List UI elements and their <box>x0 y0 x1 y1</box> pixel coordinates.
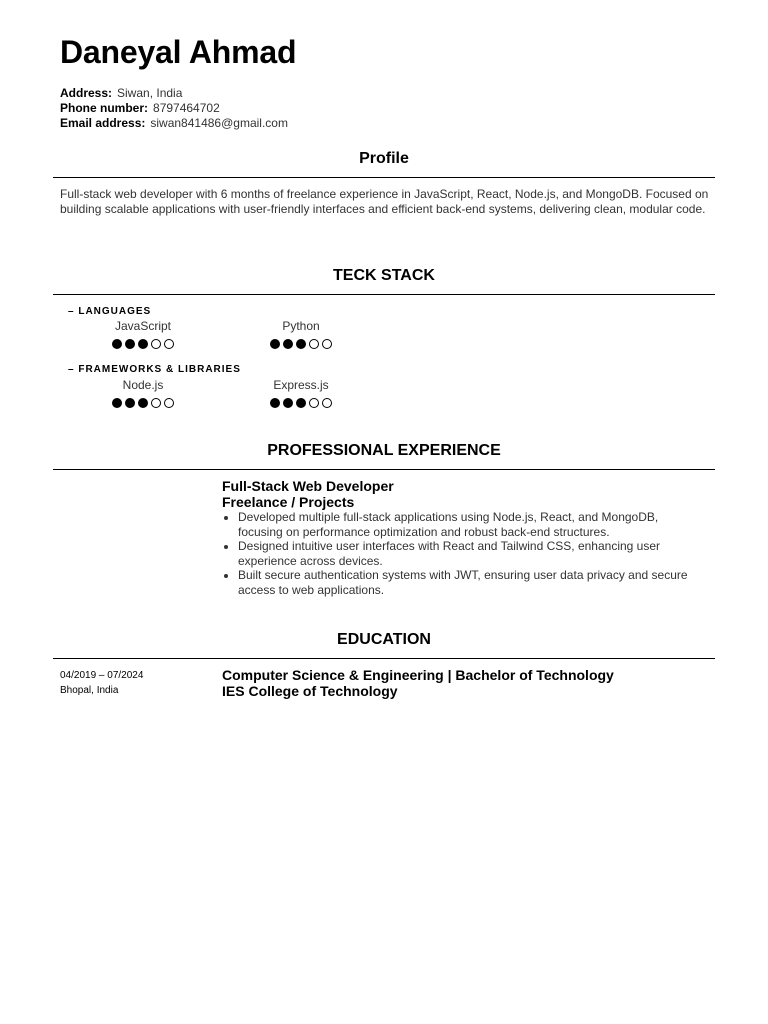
skill-item <box>241 378 361 408</box>
rating-dot-empty <box>151 339 161 349</box>
job-entry <box>222 478 702 597</box>
skill-item <box>83 378 203 408</box>
profile-summary: Full-stack web developer with 6 months of freelance experience in JavaScript, React, Node.js, and MongoDB. Focused on building scalable applications with user-friendly interfaces and efficient back-end systems, delivering clean, modular code. <box>60 187 709 216</box>
skill-rating <box>241 398 361 408</box>
section-divider <box>53 469 715 470</box>
rating-dot-empty <box>309 398 319 408</box>
education-degree: Computer Science & Engineering | Bachelor of Technology <box>222 667 614 683</box>
resume-name: Daneyal Ahmad <box>60 34 297 70</box>
contact-label: Email address: <box>60 116 146 130</box>
rating-dot-filled <box>270 339 280 349</box>
rating-dot-filled <box>125 339 135 349</box>
rating-dot-filled <box>296 398 306 408</box>
job-bullets <box>222 510 702 597</box>
rating-dot-empty <box>164 398 174 408</box>
rating-dot-filled <box>138 339 148 349</box>
contact-address <box>60 86 288 101</box>
contact-email <box>60 116 288 131</box>
section-title-experience: PROFESSIONAL EXPERIENCE <box>267 442 501 459</box>
skill-category-frameworks: – FRAMEWORKS & LIBRARIES <box>68 364 241 375</box>
job-bullet: • Built secure authentication systems with JWT, ensuring user data privacy and secure access to web applications. <box>238 568 702 597</box>
skill-name: JavaScript <box>114 319 172 333</box>
section-title-tech-stack: TECK STACK <box>333 267 435 284</box>
job-title: Full-Stack Web Developer <box>222 478 394 494</box>
rating-dot-filled <box>283 339 293 349</box>
contact-phone <box>60 101 288 116</box>
education-school: IES College of Technology <box>222 683 398 699</box>
rating-dot-filled <box>296 339 306 349</box>
rating-dot-filled <box>283 398 293 408</box>
section-title-education: EDUCATION <box>337 631 431 648</box>
contact-value: Siwan, India <box>117 86 183 100</box>
section-title-profile: Profile <box>359 150 409 167</box>
education-dates: 04/2019 – 07/2024 <box>60 670 144 681</box>
rating-dot-empty <box>322 398 332 408</box>
skill-rating <box>83 398 203 408</box>
education-location: Bhopal, India <box>60 685 119 696</box>
job-bullet: • Designed intuitive user interfaces with React and Tailwind CSS, enhancing user experience across devices. <box>238 539 702 568</box>
skill-name: Node.js <box>122 378 164 392</box>
rating-dot-filled <box>112 398 122 408</box>
job-company: Freelance / Projects <box>222 494 355 510</box>
contact-block <box>60 86 288 131</box>
contact-value: siwan841486@gmail.com <box>150 116 288 130</box>
contact-label: Phone number: <box>60 101 149 115</box>
rating-dot-empty <box>309 339 319 349</box>
rating-dot-empty <box>151 398 161 408</box>
skill-item <box>241 319 361 349</box>
rating-dot-filled <box>112 339 122 349</box>
section-divider <box>53 294 715 295</box>
rating-dot-filled <box>138 398 148 408</box>
skill-rating <box>83 339 203 349</box>
section-divider <box>53 177 715 178</box>
rating-dot-empty <box>164 339 174 349</box>
skill-name: Express.js <box>273 378 329 392</box>
skill-item <box>83 319 203 349</box>
section-divider <box>53 658 715 659</box>
skill-rating <box>241 339 361 349</box>
skill-name: Python <box>282 319 320 333</box>
contact-label: Address: <box>60 86 113 100</box>
rating-dot-filled <box>270 398 280 408</box>
skill-category-languages: – LANGUAGES <box>68 306 152 317</box>
rating-dot-filled <box>125 398 135 408</box>
rating-dot-empty <box>322 339 332 349</box>
contact-value: 8797464702 <box>153 101 220 115</box>
job-bullet: • Developed multiple full-stack applications using Node.js, React, and MongoDB, focusing on performance optimization and robust back-end structures. <box>238 510 702 539</box>
